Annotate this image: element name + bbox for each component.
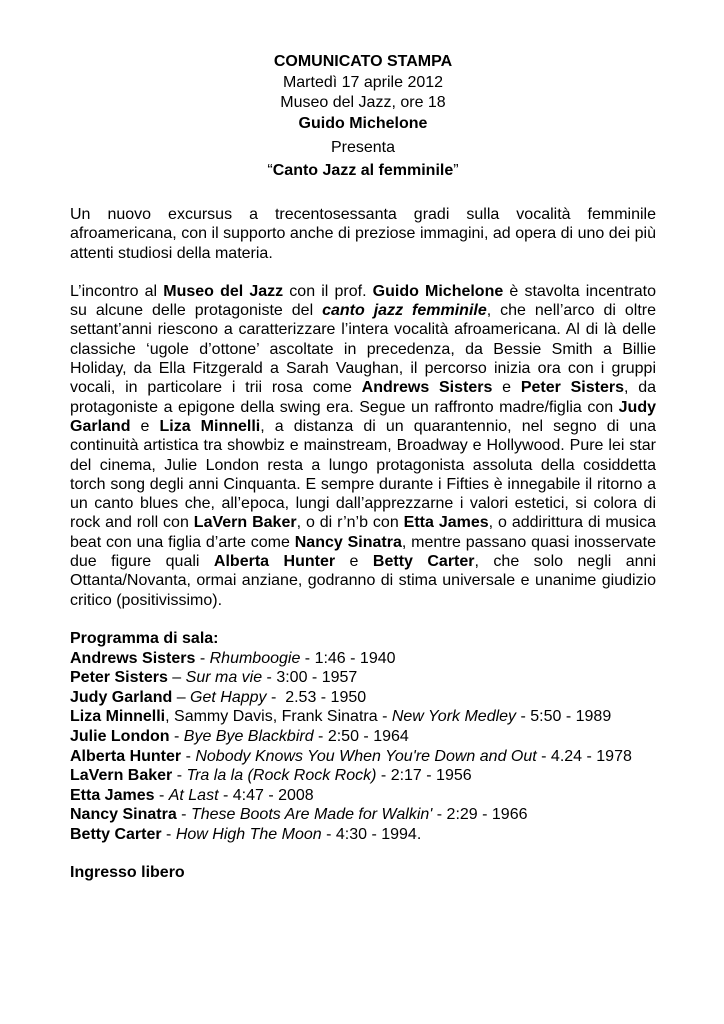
artist-name: Peter Sisters — [520, 379, 624, 397]
event-date: Martedì 17 aprile 2012 — [282, 73, 444, 91]
program-heading: Programma di sala: — [70, 629, 219, 647]
program-details: - 1:46 - 1940 — [300, 649, 396, 667]
press-release-heading: COMUNICATO STAMPA — [273, 53, 453, 70]
body-text: , da protagoniste a epigone della swing era. Segue un raffronto madre/figlia con — [70, 379, 657, 416]
program-separator: - — [154, 786, 169, 804]
title-open-quote: “ — [267, 161, 273, 179]
program-separator: - — [181, 747, 196, 765]
program-artist: Nancy Sinatra — [70, 806, 177, 824]
program-row — [70, 825, 656, 845]
presents-label: Presenta — [330, 139, 396, 156]
artist-name: Betty Carter — [372, 553, 475, 571]
program-row — [70, 688, 656, 708]
intro-paragraph: Un nuovo excursus a trecentosessanta gradi sulla vocalità femminile afroamericana, con il supporto anche di preziose immagini, ad opera di uno dei più attenti studiosi della materia. — [70, 206, 656, 262]
program-details: - 2.53 - 1950 — [266, 688, 367, 706]
presenter-name-inline: Guido Michelone — [372, 282, 504, 300]
artist-name: Nancy Sinatra — [294, 533, 402, 551]
program-separator: – — [167, 669, 186, 687]
program-song: These Boots Are Made for Walkin' — [190, 806, 433, 824]
event-title — [70, 161, 656, 182]
event-title-text: Canto Jazz al femminile — [272, 161, 454, 179]
body-text: e — [335, 553, 373, 571]
program-row — [70, 649, 656, 669]
program-song: New York Medley — [391, 708, 517, 726]
event-venue: Museo del Jazz, ore 18 — [280, 94, 446, 111]
program-row — [70, 668, 656, 688]
program-details: - 2:17 - 1956 — [376, 767, 472, 785]
program-separator: - — [176, 806, 191, 824]
program-song: Get Happy — [190, 688, 267, 706]
program-artist: Liza Minnelli — [70, 708, 166, 726]
body-text: e — [130, 417, 160, 435]
program-details: - 5:50 - 1989 — [516, 708, 612, 726]
program-separator: - — [195, 649, 210, 667]
artist-name: Etta James — [403, 514, 489, 532]
program-song: Tra la la (Rock Rock Rock) — [186, 767, 377, 785]
program-row — [70, 727, 656, 747]
program-row — [70, 805, 656, 825]
title-close-quote: ” — [453, 161, 459, 179]
free-entry-note: Ingresso libero — [70, 864, 185, 882]
body-text: con il prof. — [283, 282, 373, 300]
program-song: How High The Moon — [175, 825, 322, 843]
artist-name: Judy Garland — [70, 398, 656, 435]
program-artist: Etta James — [70, 786, 155, 804]
program-song: Sur ma vie — [185, 669, 263, 687]
press-release-page — [70, 52, 656, 883]
program-artist: Alberta Hunter — [70, 747, 182, 765]
program-separator: - — [169, 727, 184, 745]
program-song: Rhumboogie — [209, 649, 301, 667]
body-text: , o di r’n’b con — [296, 514, 404, 532]
venue-name: Museo del Jazz — [163, 282, 284, 300]
program-details: - 2:50 - 1964 — [313, 727, 409, 745]
program-list — [70, 629, 656, 845]
body-text: , che solo negli anni Ottanta/Novanta, ormai anziane, godranno di stima universale e unanime giudizio critico (positivissimo). — [70, 553, 657, 609]
program-artist: Andrews Sisters — [70, 649, 196, 667]
program-details: - 4.24 - 1978 — [536, 747, 632, 765]
body-text: è stavolta incentrato su alcune delle protagoniste del — [70, 282, 656, 320]
program-details: - 4:47 - 2008 — [218, 786, 314, 804]
artist-name: Andrews Sisters — [361, 379, 493, 397]
program-row — [70, 766, 656, 786]
program-separator: – — [172, 688, 191, 706]
program-row — [70, 707, 656, 727]
body-text: , o addirittura di musica beat con una figlia d’arte come — [70, 514, 657, 551]
program-details: - 4:30 - 1994. — [321, 825, 422, 843]
presenter-name: Guido Michelone — [298, 114, 428, 132]
artist-name: Liza Minnelli — [159, 417, 261, 435]
body-text: , che nell’arco di oltre settant’anni riescono a caratterizzare l’intera vocalità afroamericana. Al di là delle classiche ‘ugole d’ottone’ ascoltate in precedenza, da Bessie Smith a Billie Holiday, da Ella Fitzgerald a Sarah Vaughan, il percorso inizia ora con i gruppi vocali, in particolare i trii rosa come — [70, 302, 657, 397]
program-row — [70, 747, 656, 767]
program-artist: LaVern Baker — [70, 767, 173, 785]
body-text: , mentre passano quasi inosservate due figure quali — [70, 533, 657, 571]
program-separator: - — [172, 767, 187, 785]
program-separator: - — [161, 825, 176, 843]
program-separator: - — [377, 708, 392, 726]
program-details: - 2:29 - 1966 — [432, 806, 528, 824]
body-text: L’incontro al — [70, 282, 164, 300]
artist-name: Alberta Hunter — [213, 553, 336, 571]
body-text: , a distanza di un quarantennio, nel segno di una continuità artistica tra showbiz e mainstream, Broadway e Hollywood. Pure lei star del cinema, Julie London resta a lungo protagonista assoluta della cosiddetta torch song degli anni Cinquanta. E sempre durante i Fifties è innegabile il ritorno a un canto blues che, all’epoca, lungi dall’apprezzarne i valori estetici, si colora di rock and roll con — [70, 417, 656, 532]
topic-emphasis: canto jazz femminile — [322, 302, 487, 320]
body-text: e — [492, 379, 521, 397]
artist-name: LaVern Baker — [193, 514, 297, 532]
body-paragraph — [70, 282, 656, 610]
program-song: Bye Bye Blackbird — [183, 727, 314, 745]
header-block — [70, 52, 656, 181]
program-artist: Peter Sisters — [70, 669, 168, 687]
program-extra: , Sammy Davis, Frank Sinatra — [165, 708, 378, 726]
program-artist: Judy Garland — [70, 688, 173, 706]
program-song: At Last — [168, 786, 219, 804]
program-row — [70, 786, 656, 806]
program-details: - 3:00 - 1957 — [262, 669, 358, 687]
program-song: Nobody Knows You When You're Down and Out — [195, 747, 537, 765]
program-artist: Julie London — [70, 727, 170, 745]
program-artist: Betty Carter — [70, 825, 162, 843]
